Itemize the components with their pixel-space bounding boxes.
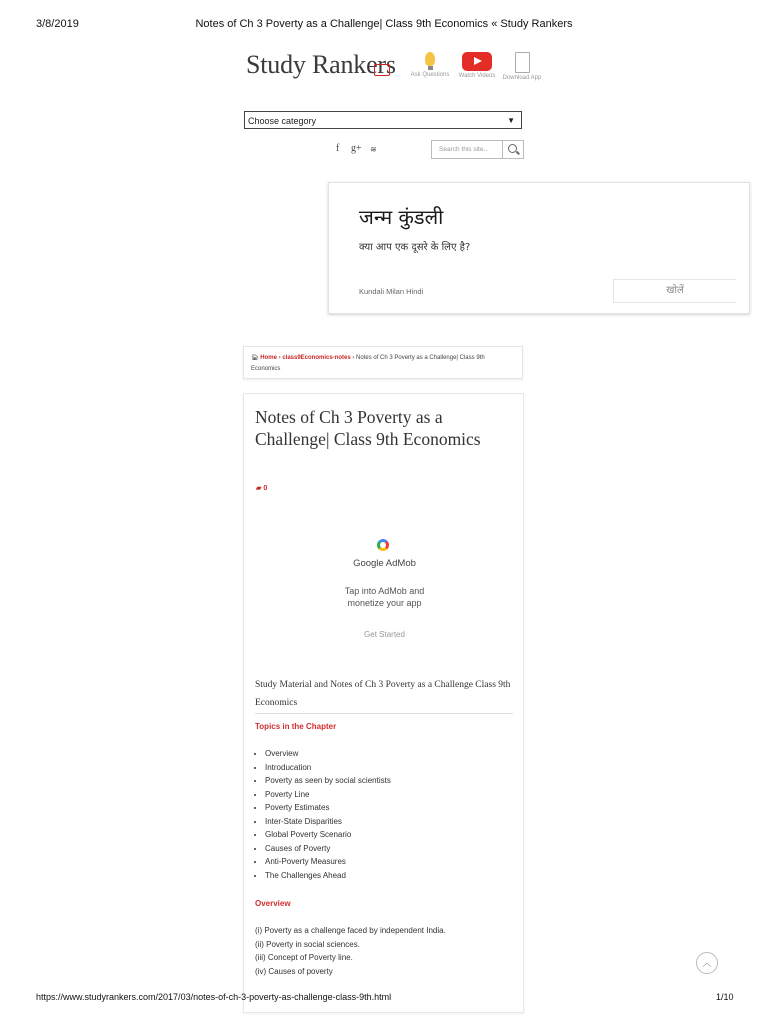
- google-plus-icon[interactable]: g+: [351, 143, 362, 154]
- download-app-caption: Download App: [502, 75, 542, 81]
- download-icon: [515, 52, 530, 73]
- list-item: (iv) Causes of poverty: [255, 966, 333, 976]
- list-item: • Poverty Line: [265, 788, 391, 802]
- post-title: Notes of Ch 3 Poverty as a Challenge| Class 9th Economics: [255, 407, 481, 449]
- ad-source: Kundali Milan Hindi: [359, 287, 424, 296]
- bulb-icon: [425, 52, 435, 66]
- download-app-link[interactable]: [500, 52, 544, 82]
- category-select-value: Choose category: [248, 116, 317, 126]
- ad-subtitle: क्या आप एक दूसरे के लिए है?: [359, 242, 471, 253]
- search-button[interactable]: [502, 141, 523, 158]
- print-header-title: Notes of Ch 3 Poverty as a Challenge| Class 9th Economics « Study Rankers: [195, 18, 573, 30]
- search-placeholder: Search this site...: [439, 146, 489, 153]
- list-item: • Global Poverty Scenario: [265, 828, 391, 842]
- admob-text: Tap into AdMob and monetize your app: [344, 586, 425, 608]
- rss-icon[interactable]: ≋: [370, 145, 377, 154]
- home-icon: 🏠︎: [251, 355, 259, 361]
- list-item: • Overview: [265, 747, 391, 761]
- ask-questions-link[interactable]: [408, 52, 452, 79]
- bulb-base: [428, 66, 433, 70]
- chevron-up-icon: ︿: [702, 958, 712, 968]
- print-footer-url: https://www.studyrankers.com/2017/03/notes-of-ch-3-poverty-as-challenge-class-9th.html: [36, 992, 392, 1002]
- topics-heading: Topics in the Chapter: [255, 722, 337, 731]
- list-item: • Poverty Estimates: [265, 801, 391, 815]
- list-item: • Poverty as seen by social scientists: [265, 774, 391, 788]
- breadcrumb-current: Notes of Ch 3 Poverty as a Challenge| Class 9th Economics: [251, 355, 485, 372]
- overview-list: [255, 924, 446, 978]
- ask-questions-caption: Ask Questions: [410, 72, 450, 78]
- category-select[interactable]: [244, 111, 522, 129]
- admob-get-started[interactable]: Get Started: [364, 630, 405, 639]
- admob-logo-icon: [377, 539, 389, 551]
- chevron-down-icon: ▼: [507, 116, 515, 125]
- post-card: [243, 393, 524, 1013]
- ad-open-button[interactable]: खोलें: [613, 279, 736, 303]
- breadcrumb-home[interactable]: Home: [260, 355, 277, 361]
- topics-list: [255, 747, 391, 882]
- search-icon: [508, 144, 517, 153]
- print-page-number: 1/10: [716, 992, 734, 1002]
- list-item: (ii) Poverty in social sciences.: [255, 939, 360, 949]
- list-item: • Introducation: [265, 761, 391, 775]
- comment-icon: ▰: [256, 485, 262, 492]
- ad-banner[interactable]: [328, 182, 750, 314]
- comment-count[interactable]: [256, 484, 267, 492]
- overview-heading: Overview: [255, 899, 291, 908]
- list-item: (i) Poverty as a challenge faced by independent India.: [255, 926, 446, 935]
- admob-name: Google AdMob: [353, 558, 416, 569]
- ad-title: जन्म कुंडली: [359, 205, 444, 229]
- facebook-icon[interactable]: f: [336, 143, 340, 154]
- youtube-icon: [462, 52, 492, 71]
- list-item: • Inter-State Disparities: [265, 815, 391, 829]
- breadcrumb: [243, 346, 523, 379]
- list-item: (iii) Concept of Poverty line.: [255, 953, 353, 962]
- post-intro: Study Material and Notes of Ch 3 Poverty as a Challenge Class 9th Economics: [255, 680, 511, 708]
- divider: [255, 713, 513, 714]
- list-item: • Causes of Poverty: [265, 842, 391, 856]
- logo-badge-icon: [374, 64, 390, 76]
- scroll-to-top-button[interactable]: [696, 952, 718, 974]
- comment-count-value: 0: [263, 485, 268, 492]
- site-logo[interactable]: [246, 50, 396, 80]
- watch-videos-link[interactable]: [455, 52, 499, 80]
- site-logo-text: Study Rankers: [246, 50, 396, 79]
- search-input[interactable]: [431, 140, 524, 159]
- watch-videos-caption: Watch Videos: [458, 73, 496, 79]
- list-item: • Anti-Poverty Measures: [265, 855, 391, 869]
- breadcrumb-separator: ›: [352, 355, 357, 361]
- breadcrumb-category[interactable]: class9Economics-notes: [282, 355, 351, 361]
- print-date: 3/8/2019: [36, 18, 79, 30]
- list-item: • The Challenges Ahead: [265, 869, 391, 883]
- breadcrumb-separator: ›: [278, 355, 283, 361]
